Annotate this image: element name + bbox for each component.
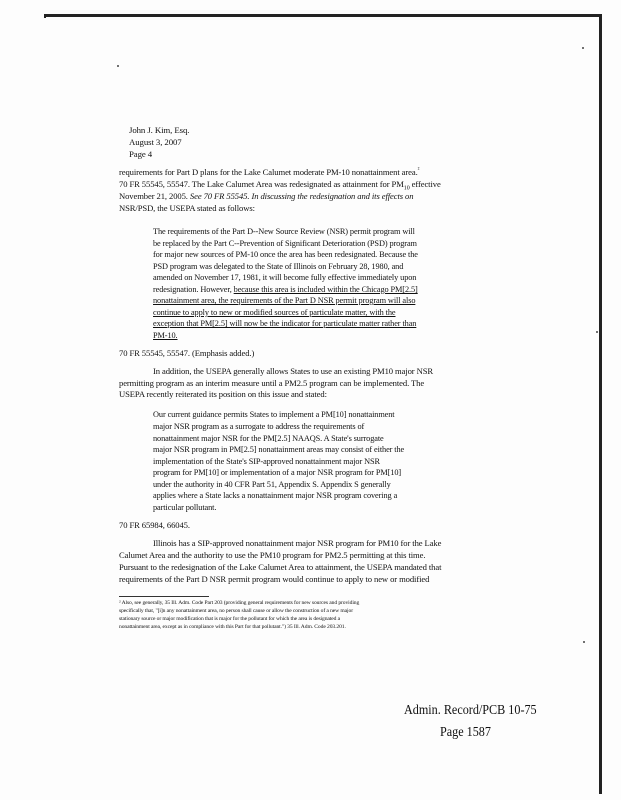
footnote-line: nonattainment area, except as in compliance with this Part for that pollutant.") 35 Ill. Adm. Code 203.201. bbox=[119, 624, 346, 630]
quote2-line: implementation of the State's SIP-approved nonattainment major NSR bbox=[153, 457, 380, 466]
citation-2: 70 FR 65984, 66045. bbox=[119, 520, 190, 530]
footnote-rule bbox=[119, 596, 209, 597]
quote2-line: major NSR program as a surrogate to address the requirements of bbox=[153, 422, 365, 431]
para1-line-1: requirements for Part D plans for the Lake Calumet moderate PM-10 nonattainment area.$^{^2}$ bbox=[119, 167, 420, 177]
para3-line: Pursuant to the redesignation of the Lake Calumet Area to attainment, the USEPA mandated that bbox=[119, 562, 442, 572]
citation-1: 70 FR 55545, 55547. (Emphasis added.) bbox=[119, 348, 255, 358]
para2-line: permitting program as an interim measure until a PM2.5 program can be implemented. The bbox=[119, 378, 425, 388]
quote1-emphasis-line: nonattainment area, the requirements of the Part D NSR permit program will also bbox=[153, 296, 416, 305]
scan-edge-right bbox=[599, 14, 602, 794]
quote1-line: for major new sources of PM-10 once the area has been redesignated. Because the bbox=[153, 250, 418, 259]
scan-edge-left bbox=[44, 14, 46, 18]
record-page-stamp: Page 1587 bbox=[440, 724, 491, 739]
para3-line: requirements of the Part D NSR permit program would continue to apply to new or modified bbox=[119, 574, 430, 584]
admin-record-stamp: Admin. Record/PCB 10-75 bbox=[404, 702, 537, 717]
quote2-line: particular pollutant. bbox=[153, 503, 217, 512]
scan-speck bbox=[117, 65, 119, 67]
quote1-line: amended on November 17, 1981, it will become fully effective immediately upon bbox=[153, 273, 417, 282]
quote1-emphasis-line: PM-10. bbox=[153, 331, 178, 340]
footnote-line: stationary source or major modification that is major for the pollutant for which the area is designated a bbox=[119, 616, 341, 622]
quote1-line-mixed: redesignation. However, because this area is included within the Chicago PM[2.5] bbox=[153, 285, 418, 294]
para3-line: Calumet Area and the authority to use the PM10 program for PM2.5 permitting at this time. bbox=[119, 550, 426, 560]
quote1-line: PSD program was delegated to the State of Illinois on February 28, 1980, and bbox=[153, 262, 404, 271]
para2-line: In addition, the USEPA generally allows States to use an existing PM10 major NSR bbox=[153, 366, 434, 376]
quote2-line: program for PM[10] or implementation of a major NSR program for PM[10] bbox=[153, 468, 402, 477]
quote1-line: be replaced by the Part C--Prevention of Significant Deterioration (PSD) program bbox=[153, 239, 417, 248]
footnote-line: ² Also, see generally, 35 Ill. Adm. Code Part 203 (providing general requirements for new sources and providing bbox=[119, 600, 360, 606]
para2-line: USEPA recently reiterated its position on this issue and stated: bbox=[119, 389, 327, 399]
quote1-line: The requirements of the Part D--New Source Review (NSR) permit program will bbox=[153, 227, 415, 236]
quote2-line: applies where a State lacks a nonattainment major NSR program covering a bbox=[153, 491, 398, 500]
header-date: August 3, 2007 bbox=[129, 137, 182, 147]
scan-speck bbox=[583, 641, 585, 643]
para1-line-2: 70 FR 55545, 55547. The Lake Calumet Area was redesignated as attainment for $PM_{10}$ effective bbox=[119, 179, 441, 192]
para1-line-4: NSR/PSD, the USEPA stated as follows: bbox=[119, 203, 255, 213]
para1-line-3: November 21, 2005. See 70 FR 55545. In discussing the redesignation and its effects on bbox=[119, 191, 414, 201]
quote2-line: nonattainment major NSR for the PM[2.5] NAAQS. A State's surrogate bbox=[153, 434, 384, 443]
quote2-line: Our current guidance permits States to implement a PM[10] nonattainment bbox=[153, 410, 395, 419]
quote2-line: under the authority in 40 CFR Part 51, Appendix S. Appendix S generally bbox=[153, 480, 391, 489]
quote2-line: major NSR program in PM[2.5] nonattainment areas may consist of either the bbox=[153, 445, 405, 454]
quote1-emphasis-line: continue to apply to new or modified sources of particulate matter, with the bbox=[153, 308, 396, 317]
quote1-emphasis-line: exception that PM[2.5] will now be the indicator for particulate matter rather than bbox=[153, 319, 417, 328]
scan-edge-top bbox=[44, 14, 600, 17]
footnote-line: specifically that, "[i]n any nonattainment area, no person shall cause or allow the construction of a new major bbox=[119, 608, 353, 614]
header-page: Page 4 bbox=[129, 149, 153, 159]
para3-line: Illinois has a SIP-approved nonattainment major NSR program for PM10 for the Lake bbox=[153, 538, 442, 548]
header-recipient: John J. Kim, Esq. bbox=[129, 125, 190, 135]
scan-speck bbox=[596, 331, 598, 333]
scan-speck bbox=[582, 47, 584, 49]
